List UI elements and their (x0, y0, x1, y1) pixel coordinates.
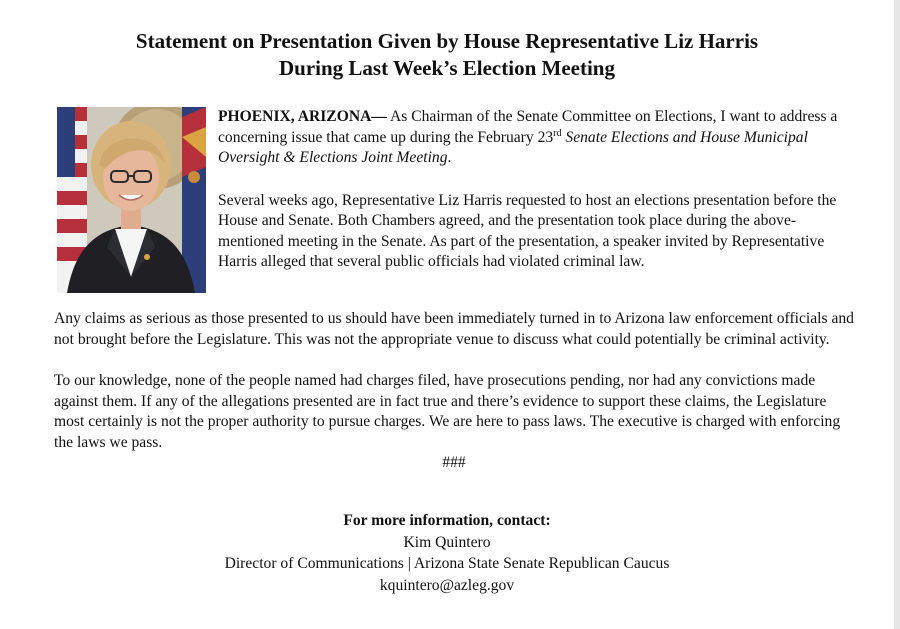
contact-block (0, 510, 894, 596)
intro-paragraph (218, 107, 848, 169)
paragraph-2: Any claims as serious as those presented to us should have been immediately turned in to Arizona law enforcement officials and not brought before the Legislature. This was not the appropriate venue to discuss what could potentially be criminal activity. (54, 310, 854, 348)
intro-section (218, 107, 848, 295)
contact-email[interactable]: kquintero@azleg.gov (379, 576, 515, 594)
intro-text: As Chairman of the Senate Committee on Elections, I want to address a concerning issue that came up during the February 23 (218, 108, 838, 146)
dateline: PHOENIX, ARIZONA— (218, 108, 387, 125)
body-section (54, 309, 854, 494)
intro-period: . (447, 149, 452, 166)
title-line-2: During Last Week’s Election Meeting (279, 56, 615, 80)
portrait-illustration (57, 107, 206, 293)
date-ordinal: rd (553, 127, 562, 139)
senator-portrait (57, 107, 206, 293)
paragraph-1: Several weeks ago, Representative Liz Harris requested to host an elections presentation before the House and Senate. Both Chambers agreed, and the presentation took place during the above-mentioned meeting in the Senate. As part of the presentation, a speaker invited by Representative Harris alleged that several public officials had violated criminal law. (218, 191, 837, 270)
contact-role: Director of Communications | Arizona State Senate Republican Caucus (224, 555, 670, 572)
end-mark: ### (442, 454, 466, 471)
paragraph-3: To our knowledge, none of the people named had charges filed, have prosecutions pending, nor had any convictions made against them. If any of the allegations presented are in fact true and there’s evidence to support these claims, the Legislature most certainly is not the proper authority to pursue charges. We are here to pass laws. The executive is charged with enforcing the laws we pass. (54, 372, 841, 451)
contact-name: Kim Quintero (403, 533, 491, 551)
contact-heading: For more information, contact: (343, 512, 551, 529)
title-line-1: Statement on Presentation Given by House Representative Liz Harris (135, 29, 759, 53)
statement-title (0, 28, 894, 82)
meeting-name: Senate Elections and House Municipal Oversight & Elections Joint Meeting (218, 128, 808, 166)
page-edge (894, 0, 900, 629)
